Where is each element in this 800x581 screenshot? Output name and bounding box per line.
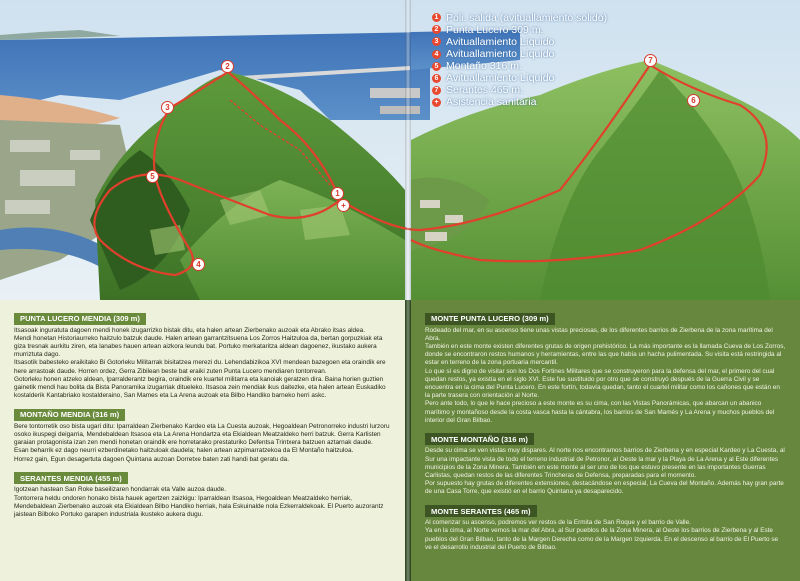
paragraph: Gotorleku honen atzeko aldean, Iparralderantz begira, oraindik ere kuartel militarra eta kanoiak geratzen dira. Baina horien guztien gainetik mendi hau bolita da Bista Panoramika izugarriak ditueleko. Itsasoa zein mendiak ikus daitezke, eta halen artean Euskadiko kostalderik Kantabriako kostalderaino, San Mames eta La Arena auzoak eta Bilbo Handiko barneko herri askc.	[14, 375, 386, 400]
legend-number: 3	[432, 37, 441, 46]
legend-number: 6	[432, 74, 441, 83]
legend-number: 1	[432, 13, 441, 22]
section-heading: MONTE MONTAÑO (316 m)	[425, 433, 534, 445]
legend-item	[432, 72, 682, 84]
legend-item	[432, 12, 682, 24]
section-montano-eu	[14, 404, 391, 464]
paragraph: Itsasotik babesteko eraikitako Bi Gotorleku Militarrak bisitatzea merezi du. Lehendabizikoa XVI mendean bazegoen eta oraindik ere here arrastoak daude. Horren ordez, Gerra Zibilean beste bat eraiki zuten Punta Lucero mendiaren tontorrean.	[14, 359, 386, 375]
map-pin-4: 4	[192, 258, 205, 271]
paragraph: Desde su cima se ven vistas muy dispares. Al norte nos encontramos barrios de Zierbena y en especial Kardeo y La Cuesta, al Sur una impactante vista de todo el terreno industrial de Petronor, al Oeste la mar y la Playa de La Arena y al Este diferentes municipios de la Zona Minera. También en este monte al ser uno de los que estuvo presente en las importantes Guerras Carlistas, quedan restos de las diferentes Trincheras de Defensa, preparadas para el momento.	[425, 447, 785, 480]
legend-item	[432, 36, 682, 48]
legend-item	[432, 48, 682, 60]
paragraph: Por supuesto hay grutas de diferentes extensiones, destacándose en especial, La Cueva del Montaño. Además hay gran parte de una Casa Torre, que existió en el barrio Quintana ya desaparecido.	[425, 480, 784, 496]
paragraph: Itsasoak inguratuta dagoen mendi honek izugarrizko bistak ditu, eta halen artean Zierbenako auzoak eta Abrako itsas aldea.	[14, 326, 365, 334]
section-heading: MONTE PUNTA LUCERO (309 m)	[425, 313, 555, 325]
legend-item	[432, 24, 682, 36]
legend-number: 2	[432, 25, 441, 34]
legend-item	[432, 60, 682, 72]
paragraph: Rodeado del mar, en su ascenso tiene unas vistas preciosas, de los diferentes barrios de Zierbena de la zona marítima del Abra.	[425, 326, 773, 342]
legend-number: 5	[432, 62, 441, 71]
section-serantes-eu	[14, 468, 391, 519]
paragraph: Al comenzar su ascenso, podremos ver restos de la Ermita de San Roque y el barrio de Valle.	[425, 519, 691, 527]
map-pin-aid: +	[337, 199, 350, 212]
legend-item	[432, 97, 682, 109]
legend-number: 4	[432, 50, 441, 59]
legend-label: Serantes 465 m.	[446, 84, 524, 97]
legend-number: 7	[432, 86, 441, 95]
map-pin-3: 3	[161, 101, 174, 114]
paragraph: Pero ante todo, lo que le hace precioso a este monte es su cima, con las Vistas Panorámicas, que abarcan un abanico marítimo y montañoso desde la costa vasca hasta la cántabra, los barrios de San Mamés y La Arena y muchos pueblos del interior del Gran Bilbao.	[425, 400, 775, 424]
section-heading: MONTE SERANTES (465 m)	[425, 505, 537, 517]
paragraph: Horrez gain, Egun desagertuta dagoen Quintana auzoan Dorretxe baten zati handi bat geratu da.	[14, 455, 289, 463]
section-heading: PUNTA LUCERO MENDIA (309 m)	[14, 313, 146, 325]
legend-label: Avituallamiento Líquido	[446, 72, 555, 85]
section-punta-lucero-eu	[14, 308, 391, 400]
paragraph: Igotzean hastean San Roke baseilizaren hondarrak eta Valle auzoa daude.	[14, 486, 226, 494]
map-pin-7: 7	[644, 54, 657, 67]
basque-text-panel	[0, 300, 405, 581]
legend-label: Punta Lucero 309 m.	[446, 23, 544, 36]
map-legend	[432, 12, 682, 109]
section-heading: MONTAÑO MENDIA (316 m)	[14, 409, 125, 421]
paragraph: También en este monte existen diferentes grutas de origen prehistórico. La más importante es la llamada Cueva de Los Zorros, donde se encontraron restos humanos y herramientas, entre las que había un hacha pulimentada. Su visita está restringida al estar en terreno de la zona portuaria mercantil.	[425, 342, 786, 367]
legend-item	[432, 85, 682, 97]
paragraph: Tontorrera heldu ondoren honako bista hauek agertzen zaizkigu: Iparraldean Itsasoa, Hegoaldean Meatzaldeko herriak, Mendebaldean Zierbenako auzoak eta Ekialdean Bilbo Handiko herriak, hala Eskuinalde nola Ezkerraldekoak. El Puerto auzorantz jaistean Bilboko Portuko garapen industriala ikusteko aukera dugu.	[14, 494, 384, 518]
legend-label: Montaño 316 m.	[446, 60, 522, 73]
first-aid-icon: +	[432, 98, 441, 107]
paragraph: Ya en la cima, al Norte vemos la mar del Abra, al Sur pueblos de la Zona Minera, al Oeste los barrios de Zierbena y al Este pueblos del Gran Bilbao, tanto de la Margen Derecha como de la Margen Izquierda. En el descenso al barrio de El Puerto se ve el desarrollo industrial del Puerto de Bilbao.	[425, 527, 779, 551]
paragraph: Lo que sí es digno de visitar son los Dos Fortines Militares que se construyeron para la defensa del mar, el primero del cual quedan restos, ya existía en el siglo XVI. Este fue sustituido por otro que se construyó después de la Guerra Civil y se encuentra en la cima del Punta Lucero. En este fortín, todavía quedan, tanto el cuartel militar como los cañones que están en la parte trasera con orientación al Norte.	[425, 367, 780, 400]
section-punta-lucero-es	[425, 308, 786, 425]
map-pin-5: 5	[146, 170, 159, 183]
legend-label: Poli. salida (avituallamiento solido)	[446, 11, 608, 24]
section-montano-es	[425, 429, 786, 497]
section-serantes-es	[425, 501, 786, 552]
map-pin-6: 6	[687, 94, 700, 107]
map-pin-1: 1	[331, 187, 344, 200]
paragraph: Bere tontorretik oso bista ugari ditu: Iparraldean Zierbenako Kardeo eta La Cuesta auzoak, Hegoaldean Petronorreko industri lurzoru osoko ikuspegi deigarria, Mendebaldean Itsasoa eta La Arena Hondartza eta Ekialdean Meatzaldeko herri batzuk. Gerra Karlisten garaian protagonista izan zen mendi honetan oraindik ere horretarako prestaturiko Defentsa Trintxera batzuen aztarnak daude.	[14, 422, 390, 447]
spanish-text-panel	[411, 300, 800, 581]
paragraph: Esan beharrik ez dago neurri ezberdinetako haitzuloak daudela; halen artean azpimarratzekoa da El Montaño haitzuloa.	[14, 447, 354, 455]
paragraph: Mendi honetan Historiaurreko haitzulo batzuk daude. Halen artean garrantzitsuena Los Zorros Haitzuloa da, bertan gorpuzkiak eta giza tresnak aurkitu ziren, eta lanabes hauen artean aizkora leundu bat. Portuko merkataritza aldean dagoenez, ikustako aukera murriztuta dago.	[14, 334, 383, 359]
legend-label: Avituallamiento Líquido	[446, 35, 555, 48]
legend-label: Avituallamiento Líquido	[446, 48, 555, 61]
legend-label: Asistencia sanitaria	[446, 96, 537, 109]
map-pin-2: 2	[221, 60, 234, 73]
section-heading: SERANTES MENDIA (455 m)	[14, 472, 128, 484]
